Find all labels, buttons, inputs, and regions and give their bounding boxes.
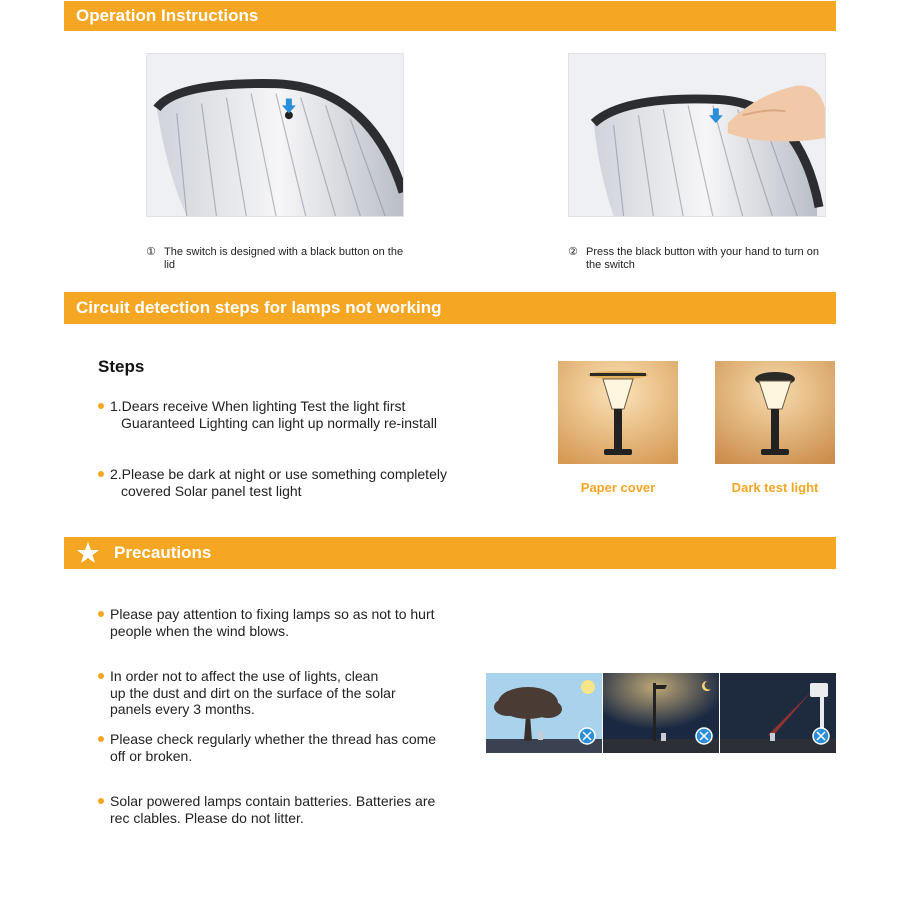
precaution-line: rec clables. Please do not litter. (110, 809, 304, 826)
street-light-scene (603, 673, 719, 753)
bullet-dot (98, 611, 104, 617)
paper-cover-label: Paper cover (580, 480, 656, 495)
bullet-dot (98, 673, 104, 679)
precaution-line: panels every 3 months. (110, 701, 255, 717)
precautions-title: Precautions (114, 543, 212, 562)
precaution-item (98, 793, 435, 826)
dark-test-lamp-photo (715, 361, 835, 464)
precaution-line: Please check regularly whether the thread has come (110, 731, 437, 747)
shade-tree-scene (486, 673, 602, 753)
step-number: ① (146, 246, 156, 258)
steps-heading: Steps (98, 357, 145, 376)
circuit-step-1 (98, 398, 437, 431)
step-line: 1.Dears receive When lighting Test the light first (110, 398, 406, 414)
dark-test-light-label: Dark test light (731, 480, 819, 495)
precaution-item (98, 606, 435, 639)
bullet-dot (98, 403, 104, 409)
operation-step-1 (146, 246, 406, 272)
circuit-detection-banner (64, 292, 836, 324)
precaution-line: off or broken. (110, 747, 193, 764)
lamp-lid-photo-2 (568, 53, 826, 217)
precaution-line: Please pay attention to fixing lamps so as not to hurt (110, 606, 435, 622)
step-number: ② (568, 246, 578, 258)
precaution-line: In order not to affect the use of lights, clean (110, 668, 379, 684)
operation-instructions-banner (64, 1, 836, 31)
bullet-dot (98, 798, 104, 804)
lamp-lid-photo-1 (146, 53, 404, 217)
bullet-dot (98, 471, 104, 477)
operation-instructions-title: Operation Instructions (76, 6, 259, 25)
precaution-item (98, 731, 436, 764)
security-camera-scene (720, 673, 836, 753)
operation-step-2 (568, 246, 828, 272)
step-line: 2.Please be dark at night or use something completely (110, 466, 447, 482)
step-line: Guaranteed Lighting can light up normally re-install (121, 414, 437, 431)
step-text: Press the black button with your hand to turn on the switch (586, 246, 819, 271)
paper-cover-lamp-photo (558, 361, 678, 464)
precaution-line: people when the wind blows. (110, 622, 290, 639)
star-icon (76, 541, 100, 565)
precaution-line: Solar powered lamps contain batteries. Batteries are (110, 793, 436, 809)
circuit-step-2 (98, 466, 447, 499)
precaution-item (98, 668, 396, 718)
circuit-detection-title: Circuit detection steps for lamps not working (76, 298, 442, 317)
precaution-line: up the dust and dirt on the surface of the solar (110, 684, 396, 701)
bullet-dot (98, 736, 104, 742)
step-line: covered Solar panel test light (121, 482, 302, 499)
step-text: The switch is designed with a black button on the lid (164, 246, 404, 271)
precautions-banner (64, 537, 836, 569)
